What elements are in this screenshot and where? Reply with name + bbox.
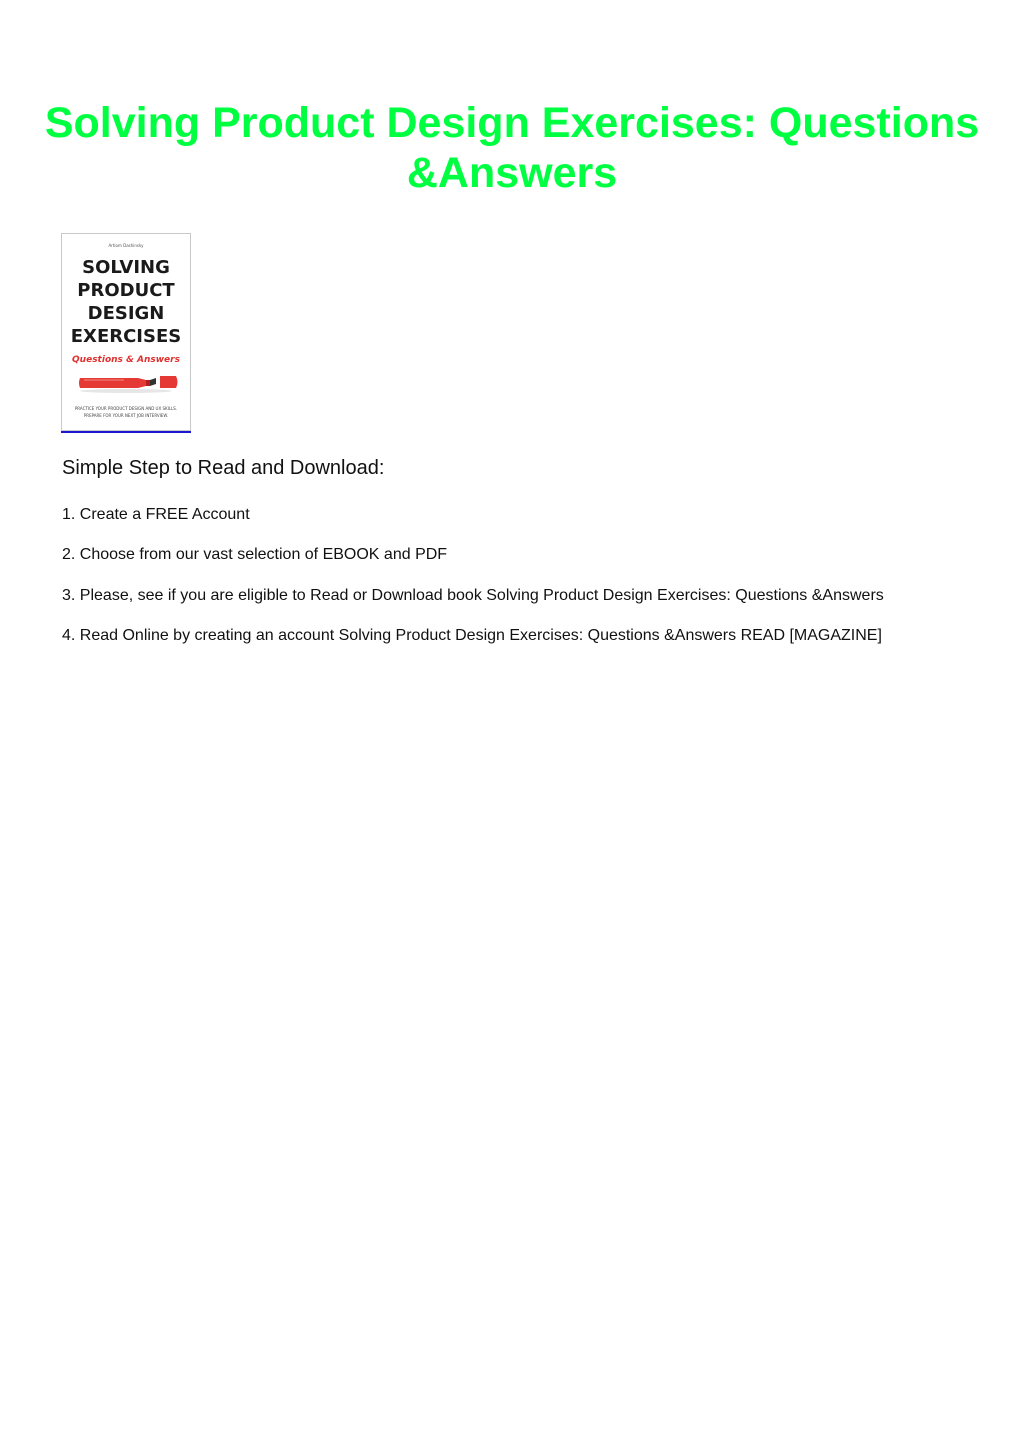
- step-1: 1. Create a FREE Account: [62, 506, 250, 523]
- step-2: 2. Choose from our vast selection of EBOOK and PDF: [62, 546, 448, 563]
- cover-title-line-4: EXERCISES: [70, 326, 182, 347]
- page-title: Solving Product Design Exercises: Questions &Answers: [44, 99, 980, 197]
- book-cover-image: [61, 233, 191, 431]
- cover-title-line-3: DESIGN: [87, 303, 165, 324]
- steps-heading: Simple Step to Read and Download:: [62, 457, 385, 479]
- cover-title-line-1: SOLVING: [82, 257, 170, 278]
- link-underline: [61, 431, 191, 433]
- highlighter-marker-icon: [76, 372, 180, 394]
- cover-tagline-line-2: PREPARE FOR YOUR NEXT JOB INTERVIEW.: [83, 413, 169, 418]
- step-4: 4. Read Online by creating an account Solving Product Design Exercises: Questions &Answers READ [MAGAZINE]: [62, 627, 882, 644]
- book-cover-link[interactable]: [61, 233, 191, 433]
- cover-tagline-line-1: PRACTICE YOUR PRODUCT DESIGN AND UX SKILLS.: [74, 406, 178, 411]
- cover-title-line-2: PRODUCT: [77, 280, 175, 301]
- cover-subtitle: Questions & Answers: [72, 355, 180, 365]
- step-3: 3. Please, see if you are eligible to Read or Download book Solving Product Design Exercises: Questions &Answers: [62, 587, 884, 604]
- cover-author: Artiom Dashinsky: [108, 243, 144, 248]
